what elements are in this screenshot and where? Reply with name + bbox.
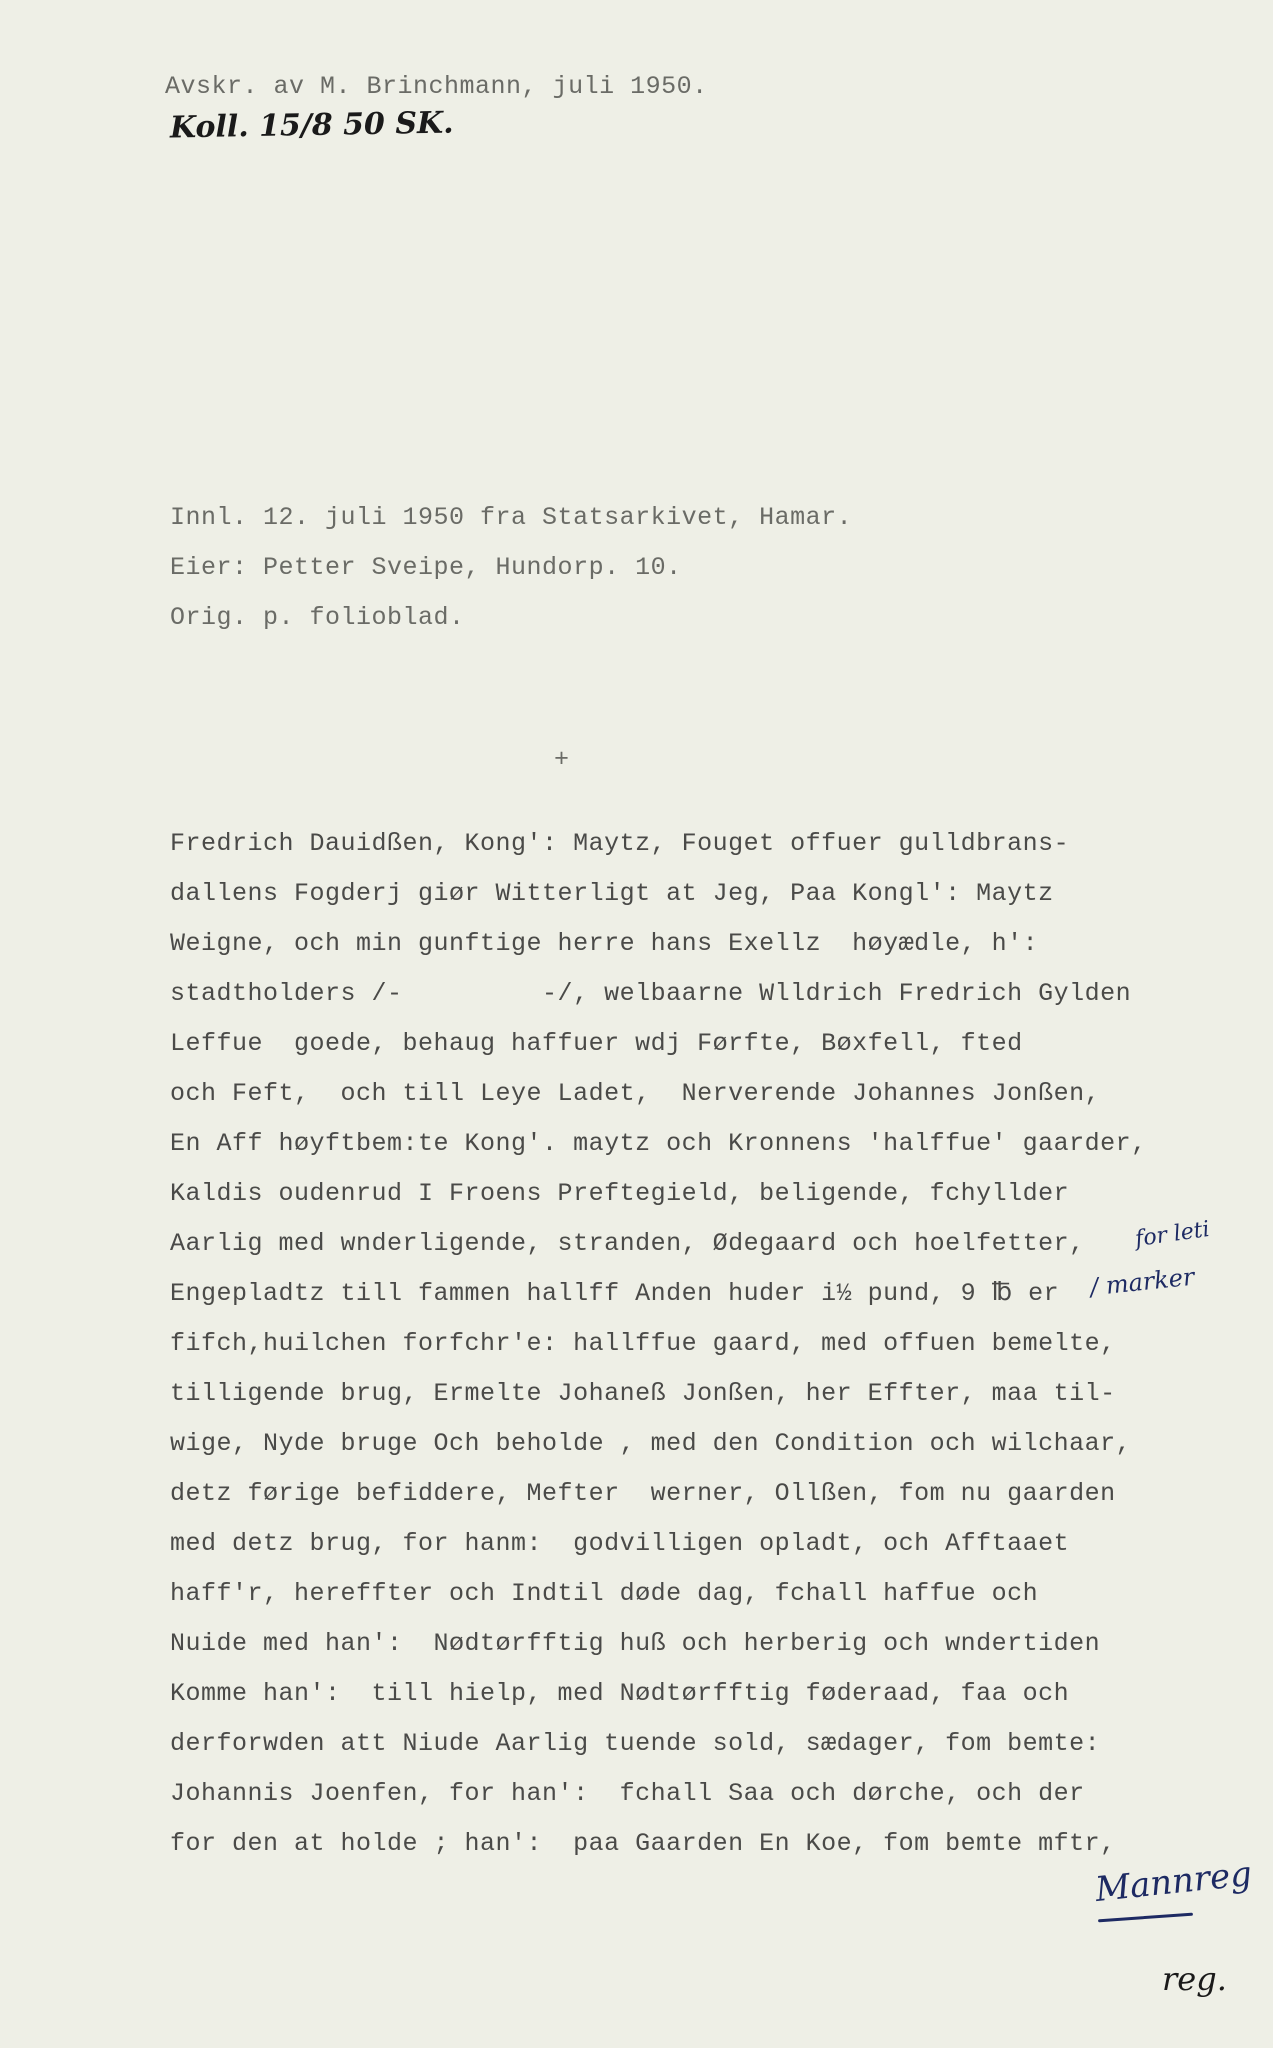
body-line: stadtholders /- -/, welbaarne Wlldrich Fredrich Gylden	[170, 979, 1132, 1008]
body-line: Nuide med han': Nødtørfftig huß och herberig och wndertiden	[170, 1629, 1101, 1658]
body-line: wige, Nyde bruge Och beholde , med den Condition och wilchaar,	[170, 1429, 1132, 1458]
body-line: fifch,huilchen forfchr'e: hallffue gaard, med offuen bemelte,	[170, 1329, 1116, 1358]
margin-note-reg: reg.	[1162, 1960, 1227, 1998]
body-line: Komme han': till hielp, med Nødtørfftig føderaad, faa och	[170, 1679, 1070, 1708]
handwritten-collation-note: Koll. 15/8 50 SK.	[169, 105, 454, 146]
body-line: haff'r, hereffter och Indtil døde dag, fchall haffue och	[170, 1579, 1039, 1608]
margin-note-1: for leti	[1133, 1216, 1212, 1253]
owner-line: Eier: Petter Sveipe, Hundorp. 10.	[170, 553, 682, 582]
body-line: och Feft, och till Leye Ladet, Nerverende Johannes Jonßen,	[170, 1079, 1101, 1108]
body-line: Leffue goede, behaug haffuer wdj Førfte, Bøxfell, fted	[170, 1029, 1023, 1058]
body-line: med detz brug, for hanm: godvilligen opladt, och Afftaaet	[170, 1529, 1070, 1558]
body-line: derforwden att Niude Aarlig tuende sold, sædager, fom bemte:	[170, 1729, 1101, 1758]
transcription-note: Avskr. av M. Brinchmann, juli 1950.	[165, 72, 708, 101]
margin-note-register: Mannreg	[1093, 1853, 1254, 1911]
body-line: Johannis Joenfen, for han': fchall Saa och dørche, och der	[170, 1779, 1085, 1808]
body-line: dallens Fogderj giør Witterligt at Jeg, Paa Kongl': Maytz	[170, 879, 1054, 908]
body-line: Fredrich Dauidßen, Kong': Maytz, Fouget offuer gulldbrans-	[170, 829, 1070, 858]
section-separator: +	[554, 745, 570, 774]
margin-underline	[1098, 1913, 1193, 1923]
body-line: tilligende brug, Ermelte Johaneß Jonßen, her Effter, maa til-	[170, 1379, 1116, 1408]
body-line: Aarlig med wnderligende, stranden, Ødegaard och hoelfetter,	[170, 1229, 1085, 1258]
margin-note-2: / marker	[1088, 1262, 1196, 1302]
body-line: Weigne, och min gunftige herre hans Exellz høyædle, h':	[170, 929, 1039, 958]
received-line: Innl. 12. juli 1950 fra Statsarkivet, Hamar.	[170, 503, 853, 532]
body-line: detz førige befiddere, Mefter werner, Ollßen, fom nu gaarden	[170, 1479, 1116, 1508]
body-line: for den at holde ; han': paa Gaarden En Koe, fom bemte mftr,	[170, 1829, 1116, 1858]
original-line: Orig. p. folioblad.	[170, 603, 465, 632]
body-line: Engepladtz till fammen hallff Anden huder i½ pund, 9 ℔ er	[170, 1279, 1060, 1308]
body-line: Kaldis oudenrud I Froens Preftegield, beligende, fchyllder	[170, 1179, 1070, 1208]
body-line: En Aff høyftbem:te Kong'. maytz och Kronnens 'halffue' gaarder,	[170, 1129, 1147, 1158]
